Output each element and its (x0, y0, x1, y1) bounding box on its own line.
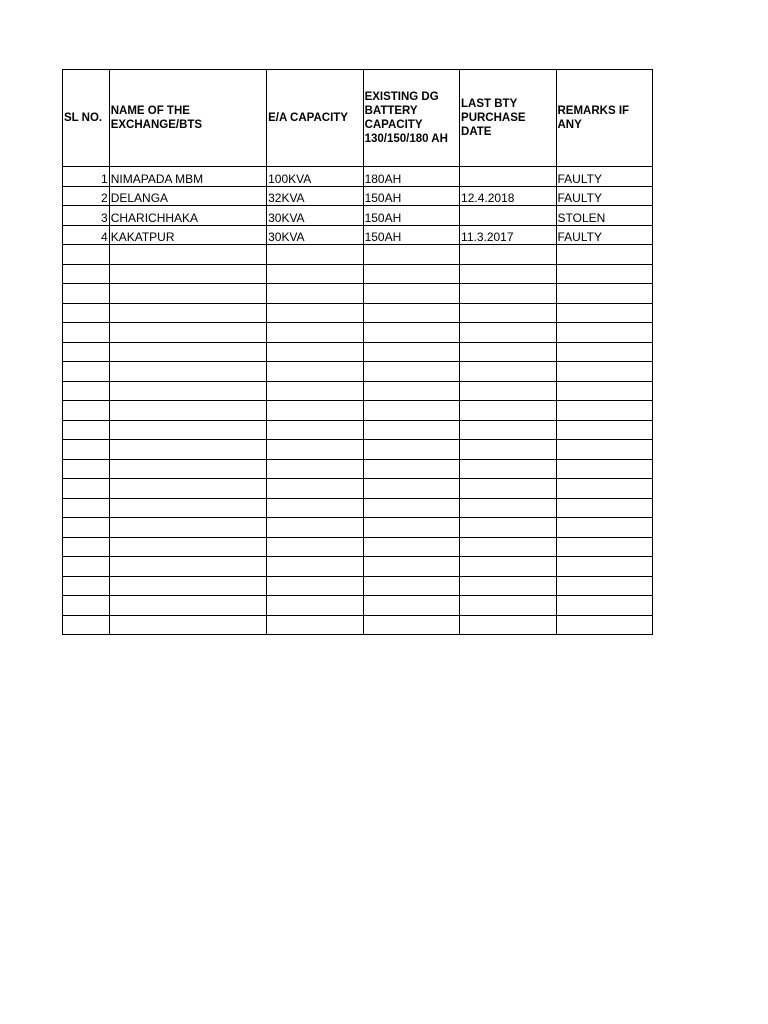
empty-row (63, 596, 653, 616)
empty-row (63, 420, 653, 440)
empty-cell (363, 557, 459, 577)
empty-cell (109, 420, 266, 440)
empty-cell (460, 362, 556, 382)
empty-cell (109, 284, 266, 304)
empty-row (63, 557, 653, 577)
empty-row (63, 323, 653, 343)
empty-cell (460, 401, 556, 421)
cell-ea-capacity: 30KVA (267, 206, 363, 226)
empty-cell (556, 420, 653, 440)
empty-cell (460, 323, 556, 343)
empty-row (63, 284, 653, 304)
empty-cell (363, 615, 459, 635)
empty-cell (267, 537, 363, 557)
cell-remarks: FAULTY (556, 225, 653, 245)
empty-cell (109, 557, 266, 577)
empty-cell (556, 342, 653, 362)
empty-cell (109, 401, 266, 421)
empty-cell (267, 401, 363, 421)
empty-cell (460, 459, 556, 479)
empty-cell (556, 284, 653, 304)
empty-cell (267, 576, 363, 596)
empty-cell (109, 596, 266, 616)
cell-exchange-name: NIMAPADA MBM (109, 167, 266, 187)
cell-last-purchase-date: 11.3.2017 (460, 225, 556, 245)
empty-cell (556, 381, 653, 401)
table-row (63, 167, 653, 187)
header-last-purchase-date: LAST BTY PURCHASE DATE (460, 70, 556, 167)
empty-cell (109, 537, 266, 557)
empty-row (63, 342, 653, 362)
empty-cell (460, 381, 556, 401)
empty-cell (267, 245, 363, 265)
header-sl-no: SL NO. (63, 70, 110, 167)
empty-cell (63, 284, 110, 304)
cell-exchange-name: CHARICHHAKA (109, 206, 266, 226)
empty-cell (460, 479, 556, 499)
empty-cell (63, 615, 110, 635)
empty-row (63, 537, 653, 557)
empty-cell (556, 615, 653, 635)
empty-cell (363, 245, 459, 265)
empty-row (63, 498, 653, 518)
cell-ea-capacity: 32KVA (267, 186, 363, 206)
cell-ea-capacity: 100KVA (267, 167, 363, 187)
empty-cell (363, 479, 459, 499)
empty-row (63, 401, 653, 421)
empty-cell (460, 284, 556, 304)
empty-cell (556, 576, 653, 596)
empty-cell (267, 479, 363, 499)
empty-cell (460, 264, 556, 284)
empty-cell (363, 362, 459, 382)
empty-cell (63, 479, 110, 499)
empty-cell (267, 420, 363, 440)
empty-cell (109, 342, 266, 362)
empty-cell (267, 498, 363, 518)
empty-cell (267, 362, 363, 382)
table-row (63, 225, 653, 245)
empty-cell (460, 518, 556, 538)
empty-cell (556, 479, 653, 499)
empty-cell (556, 557, 653, 577)
empty-cell (363, 323, 459, 343)
empty-cell (109, 518, 266, 538)
cell-exchange-name: DELANGA (109, 186, 266, 206)
empty-cell (63, 420, 110, 440)
empty-cell (460, 615, 556, 635)
empty-cell (63, 362, 110, 382)
empty-cell (109, 323, 266, 343)
empty-cell (109, 264, 266, 284)
cell-dg-battery-capacity: 150AH (363, 206, 459, 226)
empty-cell (460, 245, 556, 265)
empty-cell (460, 303, 556, 323)
empty-cell (363, 420, 459, 440)
empty-cell (267, 323, 363, 343)
empty-cell (460, 596, 556, 616)
empty-cell (267, 596, 363, 616)
empty-cell (109, 479, 266, 499)
empty-cell (63, 440, 110, 460)
empty-row (63, 264, 653, 284)
empty-cell (267, 303, 363, 323)
empty-cell (267, 342, 363, 362)
empty-row (63, 518, 653, 538)
empty-cell (63, 518, 110, 538)
header-ea-capacity: E/A CAPACITY (267, 70, 363, 167)
cell-last-purchase-date (460, 206, 556, 226)
empty-cell (63, 537, 110, 557)
empty-cell (267, 381, 363, 401)
cell-sl-no: 1 (63, 167, 110, 187)
empty-cell (109, 498, 266, 518)
empty-cell (363, 342, 459, 362)
empty-row (63, 440, 653, 460)
empty-cell (556, 537, 653, 557)
header-dg-battery-capacity: EXISTING DG BATTERY CAPACITY 130/150/180 AH (363, 70, 459, 167)
empty-cell (556, 245, 653, 265)
empty-cell (63, 381, 110, 401)
empty-cell (63, 459, 110, 479)
empty-cell (267, 440, 363, 460)
empty-cell (63, 303, 110, 323)
empty-cell (267, 615, 363, 635)
empty-cell (460, 498, 556, 518)
cell-dg-battery-capacity: 150AH (363, 186, 459, 206)
empty-cell (460, 342, 556, 362)
empty-cell (556, 440, 653, 460)
cell-exchange-name: KAKATPUR (109, 225, 266, 245)
empty-cell (556, 323, 653, 343)
cell-sl-no: 4 (63, 225, 110, 245)
empty-cell (460, 440, 556, 460)
cell-sl-no: 2 (63, 186, 110, 206)
empty-row (63, 245, 653, 265)
empty-cell (63, 576, 110, 596)
empty-cell (363, 459, 459, 479)
empty-cell (267, 284, 363, 304)
empty-cell (63, 498, 110, 518)
cell-sl-no: 3 (63, 206, 110, 226)
empty-cell (63, 323, 110, 343)
empty-cell (460, 420, 556, 440)
empty-row (63, 303, 653, 323)
cell-dg-battery-capacity: 150AH (363, 225, 459, 245)
empty-cell (109, 440, 266, 460)
empty-cell (63, 557, 110, 577)
empty-cell (63, 596, 110, 616)
empty-cell (460, 537, 556, 557)
empty-cell (363, 381, 459, 401)
empty-cell (109, 381, 266, 401)
empty-cell (363, 264, 459, 284)
empty-cell (109, 362, 266, 382)
empty-cell (556, 303, 653, 323)
empty-cell (267, 264, 363, 284)
empty-cell (109, 303, 266, 323)
empty-row (63, 459, 653, 479)
cell-last-purchase-date: 12.4.2018 (460, 186, 556, 206)
empty-cell (363, 401, 459, 421)
empty-cell (556, 498, 653, 518)
empty-cell (63, 245, 110, 265)
header-exchange-name: NAME OF THE EXCHANGE/BTS (109, 70, 266, 167)
empty-cell (109, 245, 266, 265)
empty-row (63, 362, 653, 382)
header-remarks: REMARKS IF ANY (556, 70, 653, 167)
empty-cell (363, 596, 459, 616)
empty-cell (109, 615, 266, 635)
empty-cell (363, 284, 459, 304)
empty-cell (460, 557, 556, 577)
empty-cell (63, 342, 110, 362)
empty-cell (363, 537, 459, 557)
empty-cell (556, 264, 653, 284)
empty-cell (363, 440, 459, 460)
empty-cell (363, 303, 459, 323)
empty-cell (267, 557, 363, 577)
cell-remarks: FAULTY (556, 186, 653, 206)
empty-cell (556, 401, 653, 421)
empty-cell (63, 401, 110, 421)
empty-cell (267, 459, 363, 479)
table-body (63, 167, 653, 635)
header-row (63, 70, 653, 167)
cell-dg-battery-capacity: 180AH (363, 167, 459, 187)
empty-row (63, 576, 653, 596)
empty-row (63, 615, 653, 635)
empty-row (63, 381, 653, 401)
table-row (63, 206, 653, 226)
empty-cell (109, 576, 266, 596)
empty-cell (556, 596, 653, 616)
cell-remarks: STOLEN (556, 206, 653, 226)
empty-cell (556, 362, 653, 382)
cell-ea-capacity: 30KVA (267, 225, 363, 245)
table-row (63, 186, 653, 206)
empty-cell (363, 576, 459, 596)
empty-cell (460, 576, 556, 596)
empty-cell (556, 459, 653, 479)
empty-cell (363, 518, 459, 538)
empty-cell (267, 518, 363, 538)
battery-capacity-table (62, 69, 653, 635)
empty-cell (556, 518, 653, 538)
cell-last-purchase-date (460, 167, 556, 187)
empty-cell (109, 459, 266, 479)
empty-cell (363, 498, 459, 518)
cell-remarks: FAULTY (556, 167, 653, 187)
empty-row (63, 479, 653, 499)
empty-cell (63, 264, 110, 284)
